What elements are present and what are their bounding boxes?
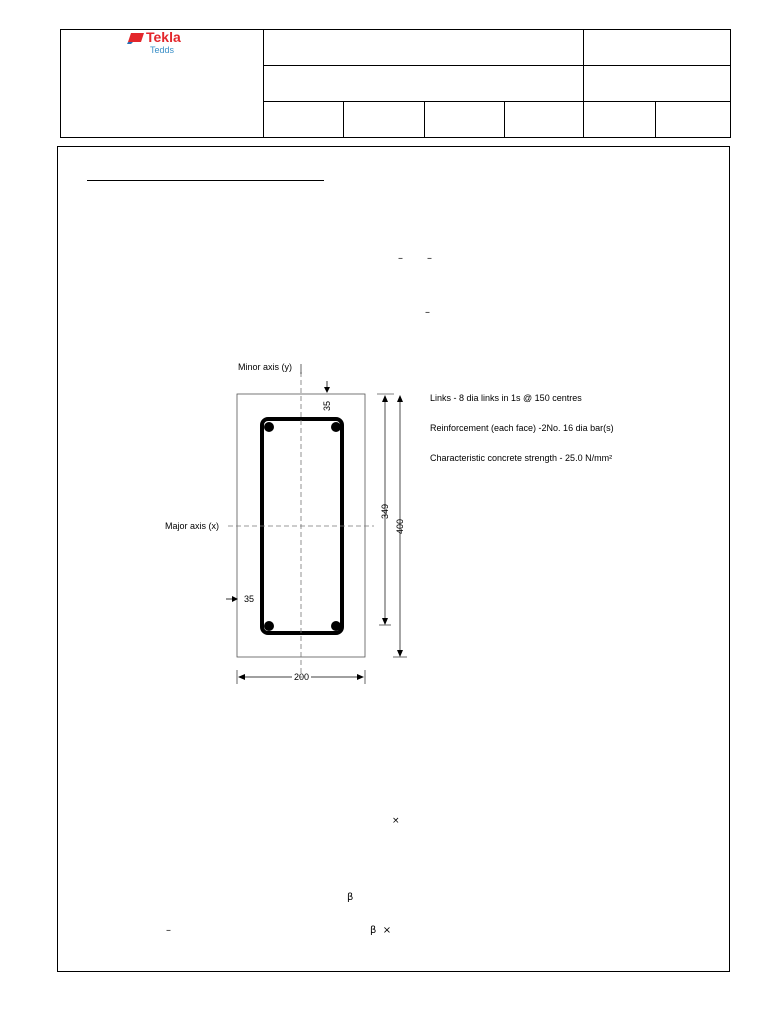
title-block-border-right <box>730 29 731 138</box>
dim-inner-height-label: 349 <box>380 503 390 519</box>
tekla-logo-mark <box>127 32 145 44</box>
dim-width-label: 200 <box>294 672 310 682</box>
title-block-right-divider <box>583 29 584 138</box>
dim-400-arrow-top <box>397 395 403 402</box>
concrete-strength-note: Characteristic concrete strength - 25.0 N/mm² <box>430 453 613 463</box>
rebar-bottom-left <box>264 621 274 631</box>
title-block-border-left <box>60 29 61 138</box>
equation-times: × <box>392 816 400 826</box>
title-block-cell-divider-4 <box>655 101 656 138</box>
equation-dash-1: – <box>398 253 403 264</box>
cover-side-label: 35 <box>244 594 255 604</box>
dim-200-arrow-left <box>238 674 245 680</box>
rebar-top-left <box>264 422 274 432</box>
major-axis-label: Major axis (x) <box>165 521 220 531</box>
title-block-border-bottom <box>60 137 731 138</box>
equation-beta-times: β × <box>370 925 392 936</box>
dim-200-arrow-right <box>357 674 364 680</box>
reinforcement-note: Reinforcement (each face) -2No. 16 dia bar(s) <box>430 423 614 433</box>
equation-dash-2: – <box>427 253 432 264</box>
title-block-cell-divider-1 <box>343 101 344 138</box>
cover-top-label: 35 <box>322 400 332 411</box>
dim-400-arrow-bottom <box>397 650 403 657</box>
dim-349-arrow-top <box>382 395 388 402</box>
title-block-logo-divider <box>263 29 264 138</box>
column-section-diagram <box>150 350 440 690</box>
equation-dash-3: – <box>425 307 430 318</box>
section-heading-underline <box>87 180 324 181</box>
dim-height-label: 400 <box>395 518 405 534</box>
title-block-row-1 <box>263 65 731 66</box>
logo-brand-text: Tekla <box>146 29 181 45</box>
links-note: Links - 8 dia links in 1s @ 150 centres <box>430 393 582 403</box>
title-block-row-2 <box>263 101 731 102</box>
equation-dash-4: – <box>166 925 171 936</box>
title-block-cell-divider-2 <box>424 101 425 138</box>
cover-top-arrowhead <box>324 387 330 393</box>
logo-product-text: Tedds <box>150 45 175 55</box>
title-block-cell-divider-3 <box>504 101 505 138</box>
rebar-bottom-right <box>331 621 341 631</box>
equation-beta: β <box>347 892 354 903</box>
minor-axis-label: Minor axis (y) <box>238 362 293 372</box>
rebar-top-right <box>331 422 341 432</box>
tekla-logo <box>127 30 207 60</box>
dim-349-arrow-bottom <box>382 618 388 625</box>
